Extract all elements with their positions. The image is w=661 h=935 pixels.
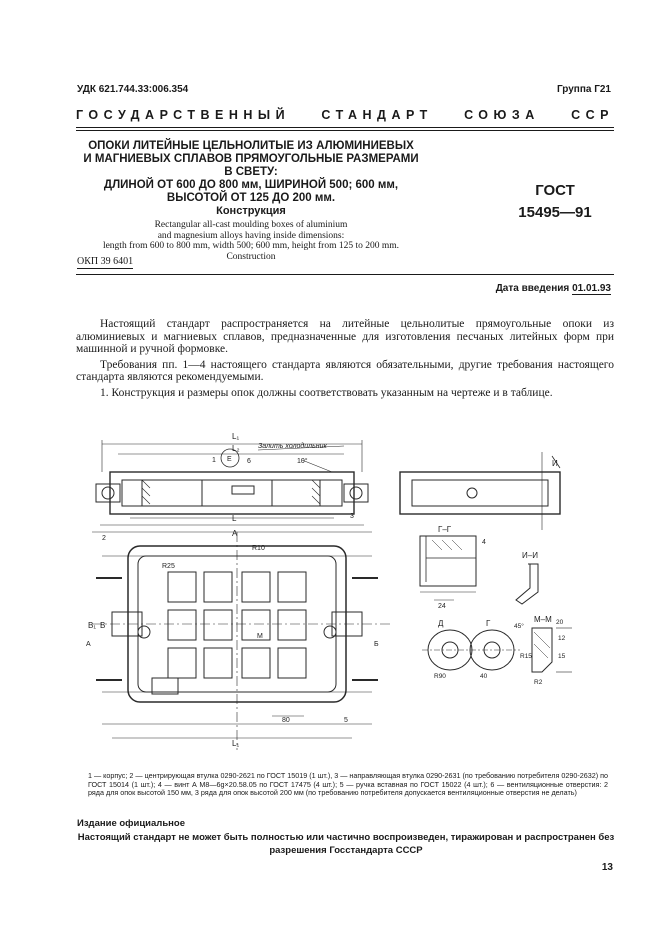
label-dim-80: 80	[282, 717, 290, 724]
label-r10: R10	[252, 545, 265, 552]
title-ru-line: ДЛИНОЙ ОТ 600 ДО 800 мм, ШИРИНОЙ 500; 600 мм,	[103, 179, 399, 191]
label-view-g: Г	[486, 619, 491, 628]
label-dim-b1: B₁	[88, 621, 97, 630]
label-r90: R90	[434, 673, 446, 680]
date-label: Дата введения	[495, 283, 570, 294]
copyright-line: разрешения Госстандарта СССР	[269, 844, 423, 856]
heading-rule-thick	[76, 127, 614, 128]
label-r25: R25	[162, 563, 175, 570]
label-d12: 12	[558, 635, 566, 642]
technical-drawing	[82, 432, 582, 762]
label-callout-3: 3	[350, 513, 354, 520]
label-ratio: 10°	[297, 458, 308, 465]
date-rule	[76, 274, 614, 275]
label-callout-6: 6	[247, 458, 251, 465]
union-word: СОЮЗА	[464, 108, 540, 122]
ssr-word: ССР	[571, 108, 614, 122]
title-ru-line: В СВЕТУ:	[224, 166, 278, 178]
title-ru-line: И МАГНИЕВЫХ СПЛАВОВ ПРЯМОУГОЛЬНЫЕ РАЗМЕРАМИ	[83, 153, 419, 165]
label-d45: 45°	[514, 623, 524, 630]
label-callout-4: 4	[482, 539, 486, 546]
label-dim-a: A	[232, 529, 238, 538]
label-section-ii: И–И	[522, 551, 538, 560]
state-standard-heading	[76, 108, 614, 122]
title-ru-line: ВЫСОТОЙ ОТ 125 ДО 200 мм.	[166, 192, 336, 204]
title-en-line: Construction	[226, 251, 276, 262]
okp-code: ОКП 39 6401	[77, 256, 134, 267]
official-edition: Издание официальное	[77, 818, 185, 829]
figure-caption: 1 — корпус; 2 — центрирующая втулка 0290-2621 по ГОСТ 15019 (1 шт.), 3 — направляющая втулка 0290-2631 (по требованию потребителя 0290-2632) по ГОСТ 15014 (1 шт.); 4 — винт А М8—6g×20.58.05 по ГОСТ 17475 (4 шт.); 5 — ручка вставная по ГОСТ 15022 (4 шт.); 6 — вентиляционные отверстия: 2 ряда для опок высотой 150 мм, 3 ряда для опок высотой 200 мм (по требованию потребителя допускается вентиляционные отверстия не делать)	[88, 771, 608, 798]
label-view-i: И	[552, 459, 558, 468]
gost-label: ГОСТ	[535, 182, 575, 199]
standard-word: СТАНДАРТ	[321, 108, 433, 122]
copyright-notice	[77, 832, 615, 857]
label-dim-l1-bot: L₁	[232, 739, 240, 748]
label-d15: 15	[558, 653, 566, 660]
udk-code: УДК 621.744.33:006.354	[77, 84, 189, 95]
label-callout-1: 1	[212, 457, 216, 464]
paragraph-clause-1: 1. Конструкция и размеры опок должны соответствовать указанным на чертеже и в таблице.	[100, 386, 553, 399]
label-m-mark: М	[257, 633, 263, 640]
label-dim-l: L	[232, 514, 237, 523]
title-ru	[76, 140, 426, 205]
label-r15: R15	[520, 653, 532, 660]
label-section-mm: М–М	[534, 615, 552, 624]
body-text	[76, 318, 614, 400]
label-dim-b: B	[100, 621, 106, 630]
label-d24: 24	[438, 603, 446, 610]
label-view-e: E	[227, 456, 232, 463]
effective-date	[496, 283, 611, 294]
label-view-d: Д	[438, 619, 444, 628]
label-d20: 20	[556, 619, 564, 626]
label-a-mark: А	[86, 641, 91, 648]
title-en-line: and magnesium alloys having inside dimensions:	[157, 230, 345, 241]
label-l2: L₂	[232, 444, 240, 453]
page-number: 13	[601, 862, 613, 873]
label-l1-top: L₁	[232, 432, 240, 441]
label-d40: 40	[480, 673, 488, 680]
label-callout-2: 2	[102, 535, 106, 542]
title-ru-line: ОПОКИ ЛИТЕЙНЫЕ ЦЕЛЬНОЛИТЫЕ ИЗ АЛЮМИНИЕВЫХ	[88, 140, 414, 152]
label-b-mark: Б	[374, 641, 379, 648]
paragraph-requirements: Требования пп. 1—4 настоящего стандарта являются обязательными, другие требования настоящего стандарта являются рекомендуемыми.	[76, 358, 614, 384]
title-en-line: Rectangular all-cast moulding boxes of aluminium	[154, 220, 348, 230]
title-ru-subtitle: Конструкция	[216, 205, 286, 217]
label-callout-5: 5	[344, 717, 348, 724]
group-code: Группа Г21	[556, 84, 611, 95]
drawing-svg	[82, 432, 582, 762]
date-value: 01.01.93	[572, 283, 611, 294]
label-r2: R2	[534, 679, 543, 686]
gost-number: 15495—91	[518, 204, 592, 221]
title-en-line: length from 600 to 800 mm, width 500; 600 mm, height from 125 to 200 mm.	[102, 241, 400, 251]
copyright-line: Настоящий стандарт не может быть полностью или частично воспроизведен, тиражирован и распространен без	[77, 832, 615, 843]
heading-rule-thin	[76, 130, 614, 131]
paragraph-scope: Настоящий стандарт распространяется на литейные цельнолитые прямоугольные опоки из алюминиевых и магниевых сплавов, предназначенные для изготовления песчаных литейных форм при машинной и ручной формовке.	[76, 318, 614, 356]
label-section-gg: Г–Г	[438, 525, 452, 534]
label-cast-note: Залить холодильник	[258, 443, 327, 450]
state-word: ГОСУДАРСТВЕННЫЙ	[76, 108, 291, 122]
gost-designation	[500, 180, 610, 224]
